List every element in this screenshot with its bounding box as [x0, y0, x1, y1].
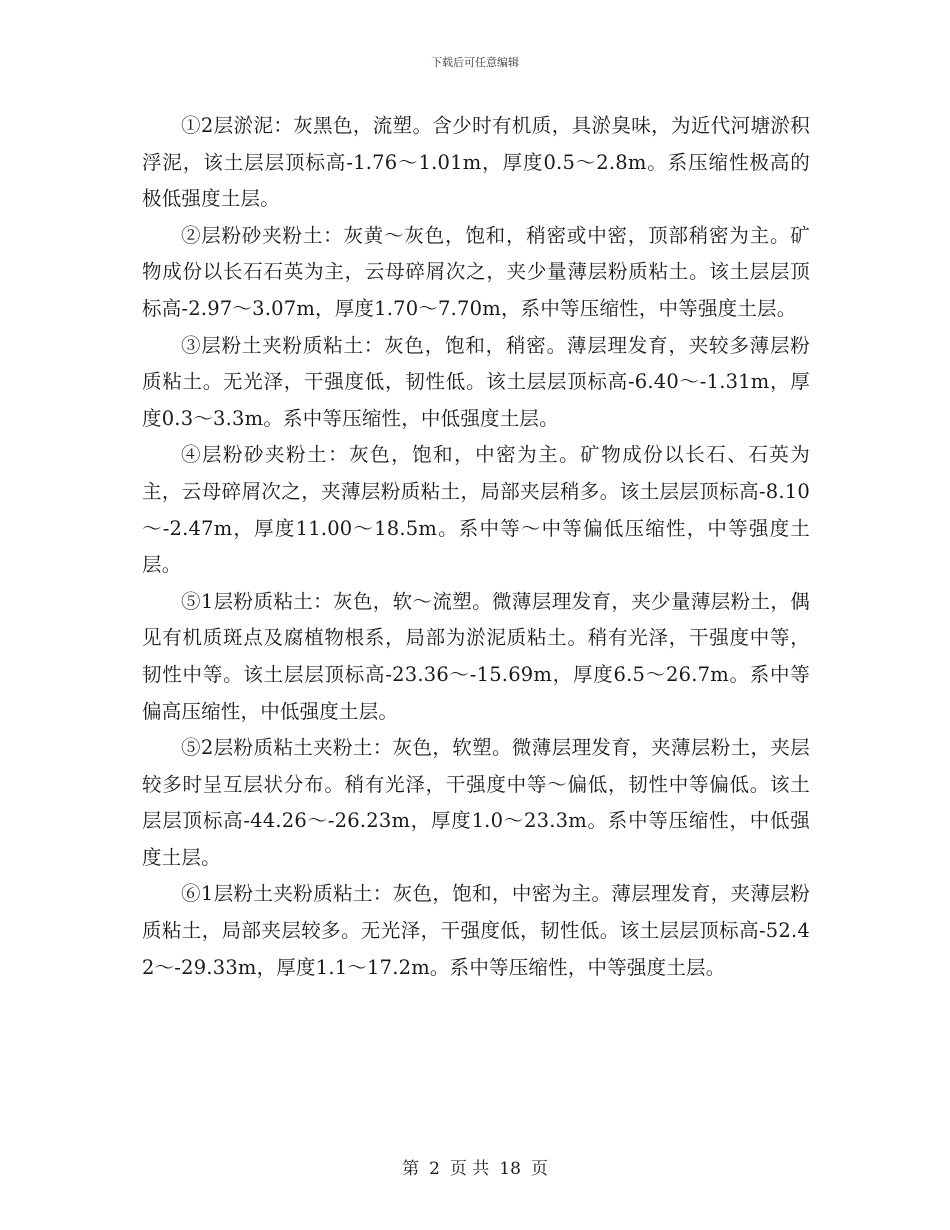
page-footer — [0, 1154, 950, 1179]
body-content — [142, 108, 810, 986]
footer-current-page: 2 — [429, 1159, 440, 1179]
footer-total-pages: 18 — [499, 1159, 521, 1179]
paragraph-layer-5-1: ⑤1层粉质粘土：灰色，软～流塑。微薄层理发育，夹少量薄层粉土，偶见有机质斑点及腐植物根系，局部为淤泥质粘土。稍有光泽，干强度中等，韧性中等。该土层层顶标高-23.36～-15.69m，厚度6.5～26.7m。系中等偏高压缩性，中低强度土层。 — [142, 589, 810, 723]
paragraph-layer-4: ④层粉砂夹粉土：灰色，饱和，中密为主。矿物成份以长石、石英为主，云母碎屑次之，夹薄层粉质粘土，局部夹层稍多。该土层层顶标高-8.10～-2.47m，厚度11.00～18.5m。系中等～中等偏低压缩性，中等强度土层。 — [142, 443, 810, 577]
footer-middle: 页 共 — [449, 1159, 490, 1179]
paragraph-layer-2: ②层粉砂夹粉土：灰黄～灰色，饱和，稍密或中密，顶部稍密为主。矿物成份以长石石英为主，云母碎屑次之，夹少量薄层粉质粘土。该土层层顶标高-2.97～3.07m，厚度1.70～7.70m，系中等压缩性，中等强度土层。 — [142, 223, 810, 320]
footer-prefix: 第 — [402, 1159, 420, 1179]
footer-suffix: 页 — [530, 1159, 548, 1179]
paragraph-layer-1-2: ①2层淤泥：灰黑色，流塑。含少时有机质，具淤臭味，为近代河塘淤积浮泥，该土层层顶标高-1.76～1.01m，厚度0.5～2.8m。系压缩性极高的极低强度土层。 — [142, 114, 810, 211]
header-note: 下载后可任意编辑 — [431, 56, 519, 69]
paragraph-layer-5-2: ⑤2层粉质粘土夹粉土：灰色，软塑。微薄层理发育，夹薄层粉土，夹层较多时呈互层状分布。稍有光泽，干强度中等～偏低，韧性中等偏低。该土层层顶标高-44.26～-26.23m，厚度1.0～23.3m。系中等压缩性，中低强度土层。 — [142, 736, 810, 869]
paragraph-layer-3: ③层粉土夹粉质粘土：灰色，饱和，稍密。薄层理发育，夹较多薄层粉质粘土。无光泽，干强度低，韧性低。该土层层顶标高-6.40～-1.31m，厚度0.3～3.3m。系中等压缩性，中低强度土层。 — [142, 333, 810, 430]
paragraph-layer-6-1: ⑥1层粉土夹粉质粘土：灰色，饱和，中密为主。薄层理发育，夹薄层粉质粘土，局部夹层较多。无光泽，干强度低，韧性低。该土层层顶标高-52.42～-29.33m，厚度1.1～17.2m。系中等压缩性，中等强度土层。 — [142, 882, 810, 979]
